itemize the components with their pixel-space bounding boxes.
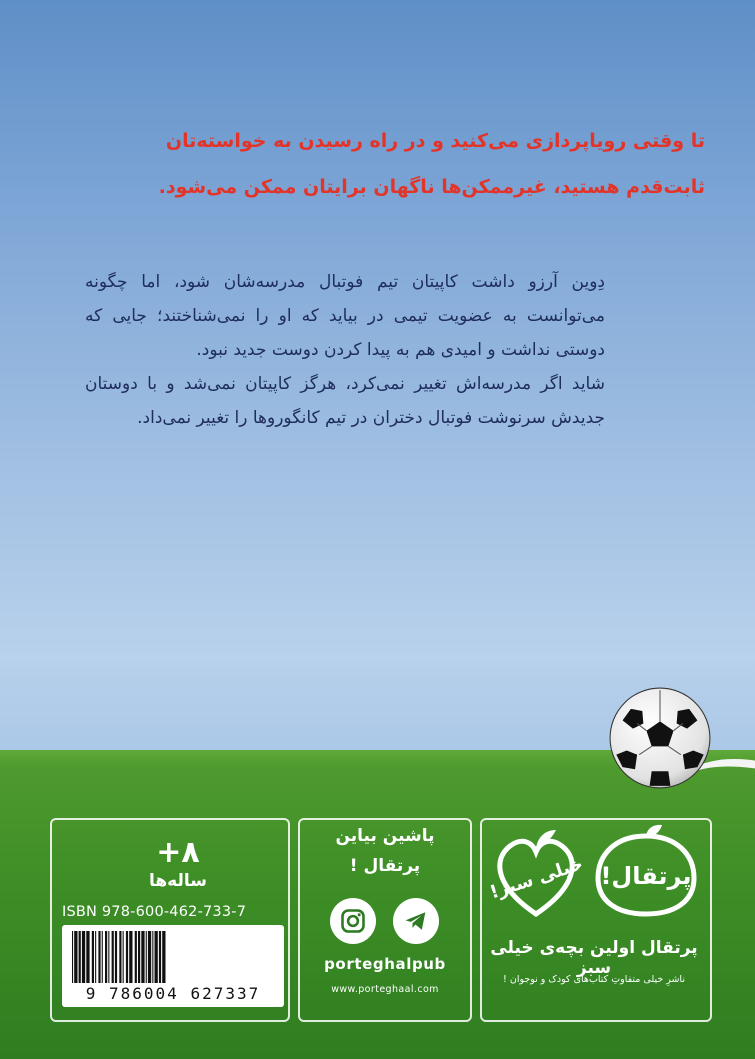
sublogo-text: خیلی سبز! xyxy=(487,853,586,904)
tagline-line-2: ثابت‌قدم هستید، غیرممکن‌ها ناگهان برایتان ممکن می‌شود. xyxy=(158,176,705,198)
instagram-icon[interactable] xyxy=(330,898,376,944)
tagline xyxy=(65,118,705,210)
barcode-bar xyxy=(129,931,132,983)
barcode-bar xyxy=(119,931,121,983)
follow-text-line-2: پرتقال ! xyxy=(349,856,421,876)
barcode-bar xyxy=(92,931,94,983)
khaili-sabz-logo xyxy=(486,822,586,922)
barcode-bar xyxy=(82,931,85,983)
barcode-bar xyxy=(105,931,107,983)
age-badge xyxy=(138,826,218,902)
soccer-ball-icon xyxy=(608,686,712,790)
brand-subline: ناشرِ خیلی متفاوتِ کتاب‌های کودک و نوجوان ! xyxy=(503,974,685,985)
isbn-label: ISBN 978-600-462-733-7 xyxy=(62,904,247,920)
barcode-bar xyxy=(152,931,153,983)
age-number: +۸ xyxy=(156,835,200,870)
barcode-bar xyxy=(155,931,158,983)
website-link[interactable]: www.porteghaal.com xyxy=(331,984,439,995)
barcode-bar xyxy=(102,931,103,983)
barcode xyxy=(62,925,284,1007)
barcode-bar xyxy=(162,931,165,983)
barcode-bar xyxy=(126,931,128,983)
logo-name-text: پرتقال! xyxy=(600,862,692,890)
brand-slogan: پرتقال اولین بچه‌ی خیلی سبز xyxy=(490,938,698,978)
telegram-icon[interactable] xyxy=(393,898,439,944)
blurb-paragraph-1: دِوین آرزو داشت کاپیتان تیم فوتبال مدرسه‌شان شود، اما چگونه می‌توانست به عضویت تیمی در بیاید که او را نمی‌شناختند؛ جایی که دوستی نداشت و امیدی هم به پیدا کردن دوست جدید نبود. xyxy=(85,272,605,360)
barcode-bar xyxy=(115,931,117,983)
barcode-bar xyxy=(108,931,109,983)
barcode-bars xyxy=(68,931,278,983)
barcode-bar xyxy=(159,931,161,983)
barcode-bar xyxy=(98,931,100,983)
barcode-bar xyxy=(146,931,147,983)
barcode-bar xyxy=(141,931,144,983)
barcode-bar xyxy=(135,931,137,983)
barcode-bar xyxy=(112,931,114,983)
barcode-digits: 9 786004 627337 xyxy=(85,984,261,1003)
barcode-bar xyxy=(123,931,124,983)
book-blurb xyxy=(85,265,605,435)
barcode-bar xyxy=(74,931,77,983)
porteghal-logo xyxy=(592,822,700,918)
age-label: ساله‌ها xyxy=(149,871,207,891)
blurb-paragraph-2: شاید اگر مدرسه‌اش تغییر نمی‌کرد، هرگز کاپیتان نمی‌شد و با دوستان جدیدش سرنوشت فوتبال دختران در تیم کانگوروها را تغییر نمی‌داد. xyxy=(85,374,605,428)
tagline-line-1: تا وقتی رویاپردازی می‌کنید و در راه رسیدن به خواسته‌تان xyxy=(165,130,705,152)
social-handle[interactable]: porteghalpub xyxy=(324,955,446,973)
barcode-bar xyxy=(148,931,151,983)
barcode-bar xyxy=(138,931,140,983)
barcode-bar xyxy=(95,931,96,983)
follow-text-line-1: پاشین بیاین xyxy=(335,826,435,846)
barcode-bar xyxy=(79,931,81,983)
barcode-bar xyxy=(72,931,73,983)
barcode-bar xyxy=(86,931,89,983)
